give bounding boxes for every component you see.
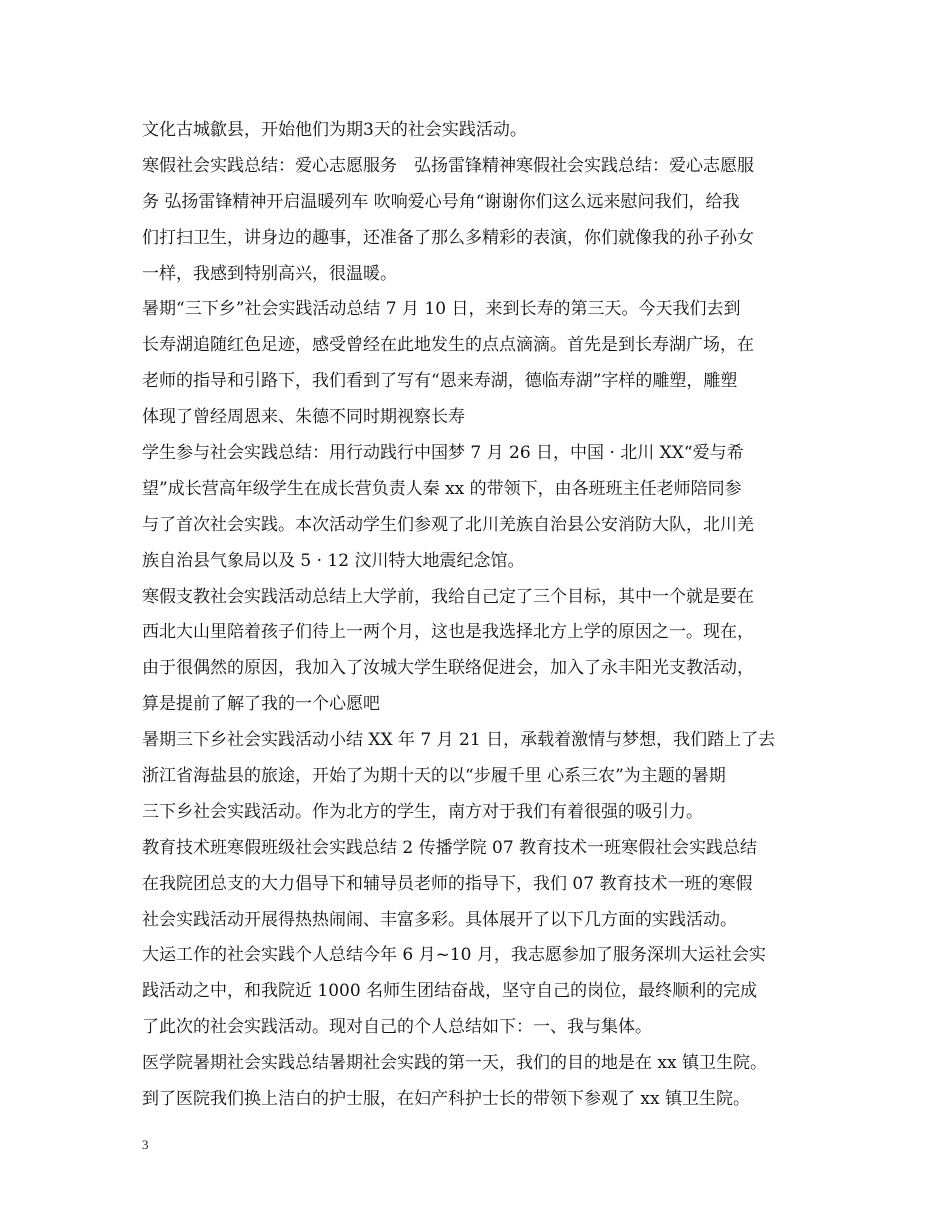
document-body [142,113,822,1118]
text-line: 在我院团总支的大力倡导下和辅导员老师的指导下，我们 07 教育技术一班的寒假 [142,873,753,894]
text-line: 老师的指导和引路下，我们看到了写有“恩来寿湖，德临寿湖”字样的雕塑，雕塑 [142,371,738,392]
text-line: 务 弘扬雷锋精神开启温暖列车 吹响爱心号角“谢谢你们这么远来慰问我们，给我 [142,191,740,212]
text-line: 大运工作的社会实践个人总结今年 6 月~10 月，我志愿参加了服务深圳大运社会实 [142,945,766,966]
text-line: 寒假社会实践总结：爱心志愿服务 弘扬雷锋精神寒假社会实践总结：爱心志愿服 [142,155,754,176]
text-line: 文化古城歙县，开始他们为期3天的社会实践活动。 [142,120,527,140]
text-line: 族自治县气象局以及 5 · 12 汶川特大地震纪念馆。 [142,550,525,571]
text-line: 与了首次社会实践。本次活动学生们参观了北川羌族自治县公安消防大队，北川羌 [142,514,754,535]
text-line: 社会实践活动开展得热热闹闹、丰富多彩。具体展开了以下几方面的实践活动。 [142,909,737,930]
text-line: 教育技术班寒假班级社会实践总结 2 传播学院 07 教育技术一班寒假社会实践总结 [142,837,758,858]
text-line: 算是提前了解了我的一个心愿吧 [142,694,380,715]
text-line: 长寿湖追随红色足迹，感受曾经在此地发生的点点滴滴。首先是到长寿湖广场，在 [142,335,754,356]
text-line: 由于很偶然的原因，我加入了汝城大学生联络促进会，加入了永丰阳光支教活动， [142,658,754,679]
text-line: 了此次的社会实践活动。现对自己的个人总结如下：一、我与集体。 [142,1017,652,1038]
page-number: 3 [142,1137,149,1152]
text-line: 暑期三下乡社会实践活动小结 XX 年 7 月 21 日，承载着激情与梦想，我们踏上了去 [142,730,776,751]
text-line: 们打扫卫生，讲身边的趣事，还准备了那么多精彩的表演，你们就像我的孙子孙女 [142,227,754,248]
text-line: 到了医院我们换上洁白的护士服，在妇产科护士长的带领下参观了 xx 镇卫生院。 [142,1089,750,1110]
text-line: 西北大山里陪着孩子们待上一两个月，这也是我选择北方上学的原因之一。现在， [142,622,754,643]
text-line: 浙江省海盐县的旅途，开始了为期十天的以“步履千里 心系三农”为主题的暑期 [142,766,726,787]
text-line: 医学院暑期社会实践总结暑期社会实践的第一天，我们的目的地是在 xx 镇卫生院。 [142,1053,767,1074]
text-line: 望”成长营高年级学生在成长营负责人秦 xx 的带领下，由各班班主任老师陪同参 [142,478,742,499]
text-line: 践活动之中，和我院近 1000 名师生团结奋战，坚守自己的岗位，最终顺利的完成 [142,981,758,1002]
text-line: 一样，我感到特别高兴，很温暖。 [142,263,397,284]
text-line: 体现了曾经周恩来、朱德不同时期视察长寿 [142,407,465,428]
text-line: 学生参与社会实践总结：用行动践行中国梦 7 月 26 日，中国 · 北川 XX“爱与希 [142,443,744,464]
text-line: 暑期“三下乡”社会实践活动总结 7 月 10 日，来到长寿的第三天。今天我们去到 [142,299,741,320]
text-line: 寒假支教社会实践活动总结上大学前，我给自己定了三个目标，其中一个就是要在 [142,586,754,607]
text-line: 三下乡社会实践活动。作为北方的学生，南方对于我们有着很强的吸引力。 [142,801,703,822]
